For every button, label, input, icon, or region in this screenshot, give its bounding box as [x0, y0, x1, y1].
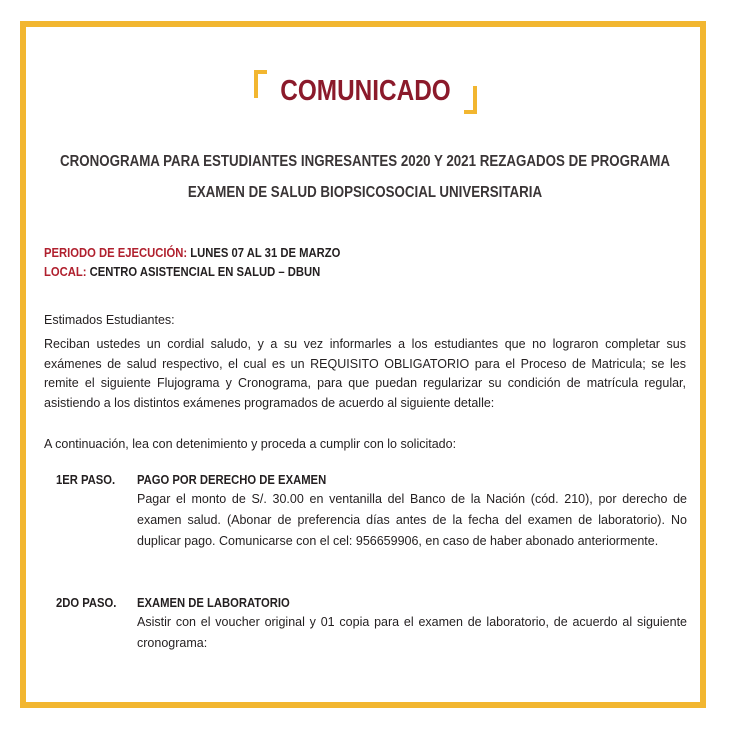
- periodo-info: [44, 246, 340, 260]
- local-info: [44, 265, 320, 279]
- title-box: [254, 70, 477, 114]
- step-2-text: Asistir con el voucher original y 01 copia para el examen de laboratorio, de acuerdo al siguiente cronograma:: [137, 615, 687, 650]
- page-title: COMUNICADO: [279, 75, 451, 107]
- bracket-top-left-icon: [254, 70, 267, 98]
- body-paragraph: Reciban ustedes un cordial saludo, y a su vez informarles a los estudiantes que no lograron completar sus exámenes de salud respectivo, el cual es un REQUISITO OBLIGATORIO para el Proceso de Matricula; se les remite el siguiente Flujograma y Cronograma, para que puedan regularizar su condición de matrícula regular, asistiendo a los distintos exámenes programados de acuerdo al siguiente detalle:: [44, 337, 686, 410]
- local-value: CENTRO ASISTENCIAL EN SALUD – DBUN: [89, 265, 321, 279]
- step-2-title: EXAMEN DE LABORATORIO: [137, 596, 290, 610]
- step-2-label: 2DO PASO.: [56, 596, 117, 610]
- bracket-bottom-right-icon: [464, 86, 477, 114]
- periodo-value: LUNES 07 AL 31 DE MARZO: [190, 246, 341, 260]
- greeting: Estimados Estudiantes:: [44, 313, 175, 327]
- subtitle-line-1: CRONOGRAMA PARA ESTUDIANTES INGRESANTES 2020 Y 2021 REZAGADOS DE PROGRAMA: [59, 153, 671, 170]
- step-1-label: 1ER PASO.: [56, 473, 116, 487]
- step-1-text: Pagar el monto de S/. 30.00 en ventanilla del Banco de la Nación (cód. 210), por derecho de examen salud. (Abonar de preferencia días antes de la fecha del examen de laboratorio). No duplicar pago. Comunicarse con el cel: 956659906, en caso de haber abonado anteriormente.: [137, 492, 687, 548]
- step-1-title: PAGO POR DERECHO DE EXAMEN: [137, 473, 327, 487]
- periodo-label: PERIODO DE EJECUCIÓN:: [44, 246, 188, 260]
- title-area: [0, 70, 730, 114]
- subtitle-line-2: EXAMEN DE SALUD BIOPSICOSOCIAL UNIVERSITARIA: [187, 184, 543, 201]
- continuation-text: A continuación, lea con detenimiento y proceda a cumplir con lo solicitado:: [44, 437, 457, 451]
- local-label: LOCAL:: [44, 265, 87, 279]
